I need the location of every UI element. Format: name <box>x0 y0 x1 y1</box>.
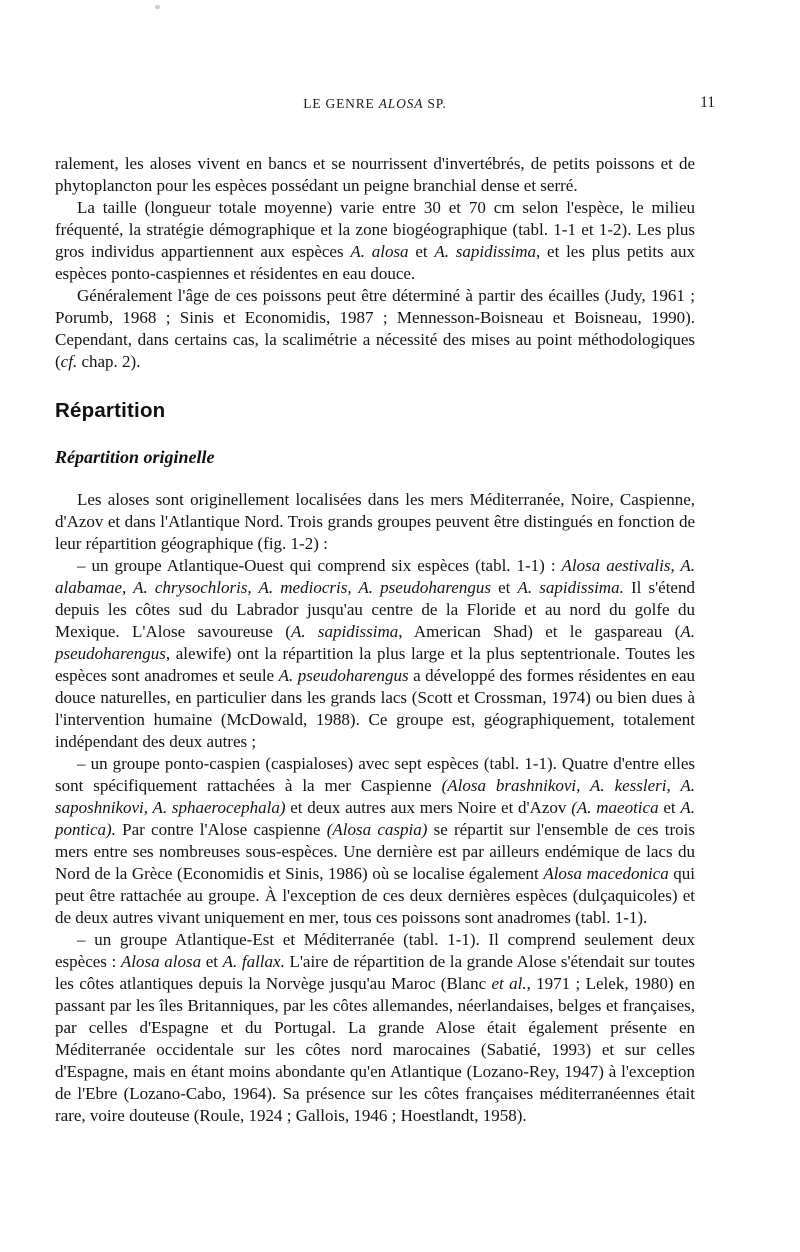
paragraph-age-ecailles <box>55 285 695 373</box>
text-run: Les aloses sont originellement localisées dans les mers Méditerranée, Noire, Caspienne, d'Azov et dans l'Atlantique Nord. Trois grands groupes peuvent être distingués en fonction de leur répartition géographique (fig. 1-2) : <box>55 490 695 554</box>
text-run: – un groupe ponto-caspien (caspialoses) avec sept espèces (tabl. 1-1). Quatre d'entre elles sont spécifiquement rattachées à la mer Caspienne <box>55 754 695 796</box>
text-run: Généralement l'âge de ces poissons peut être déterminé à partir des écailles (Judy, 1961 ; Porumb, 1968 ; Sinis et Economidis, 1987 ; Mennesson-Boisneau et Boisneau, 1990). Cependant, dans certains cas, la scalimétrie a nécessité des mises au point méthodologiques ( <box>55 286 695 371</box>
text-run-italic: A. sapidissima <box>434 242 537 261</box>
text-run: Il s'étend depuis les côtes sud du Labrador jusqu'au centre de la Floride et au nord du golfe du Mexique. L'Alose savoureuse ( <box>55 578 695 642</box>
text-run: , 1971 ; Lelek, 1980) en passant par les îles Britanniques, par les côtes allemandes, néerlandaises, belges et françaises, par celles d'Espagne et du Portugal. La grande Alose était également présente en Méditerranée occidentale sur les côtes nord marocaines (Sabatié, 1993) et sur celles d'Espagne, mais en étant moins abondante qu'en Atlantique (Lozano-Rey, 1947) à l'exception de l'Ebre (Lozano-Cabo, 1964). Sa présence sur les côtes françaises méditerranéennes était rare, voire douteuse (Roule, 1924 ; Gallois, 1946 ; Hoestlandt, 1958). <box>55 974 695 1126</box>
scan-artifact <box>155 5 160 9</box>
text-run-italic: A. fallax. <box>222 952 285 972</box>
paragraph-groupe-atlantique-ouest <box>55 555 695 753</box>
paragraph-groupe-atlantique-est <box>55 929 695 1127</box>
paragraph-continuation <box>55 153 695 197</box>
text-run: chap. 2). <box>77 352 141 371</box>
text-run: et deux autres aux mers Noire et d'Azov <box>285 798 572 818</box>
text-run: se répartit sur l'ensemble de ces trois mers entre ses nombreuses sous-espèces. Une dernière est par ailleurs endémique de lacs du Nord de la Grèce (Economidis et Sinis, 1986) où se localise également <box>55 820 696 884</box>
text-run: SP. <box>423 96 447 111</box>
text-run: a développé des formes résidentes en eau douce naturelles, en particulier dans les grands lacs (Scott et Crossman, 1974) ou bien dues à l'intervention humaine (McDowald, 1988). Ce groupe est, géographiquement, totalement indépendant des deux autres ; <box>55 666 695 752</box>
text-run-italic: A. pontica). <box>55 798 696 840</box>
text-run: et <box>658 798 681 818</box>
text-run: – un groupe Atlantique-Ouest qui comprend six espèces (tabl. 1-1) : <box>77 556 562 576</box>
subsection-heading: Répartition originelle <box>55 446 215 467</box>
text-run: La taille (longueur totale moyenne) varie entre 30 et 70 cm selon l'espèce, le milieu fréquenté, la stratégie démographique et la zone biogéographique (tabl. 1-1 et 1-2). Les plus gros individus appartiennent aux espèces <box>55 198 695 261</box>
text-run-italic: A. sapidissima <box>290 622 399 642</box>
text-run-italic: Alosa aestivalis, A. alabamae, A. chrysochloris, A. mediocris, A. pseudoharengus <box>55 556 696 598</box>
text-run-italic: (Alosa caspia) <box>326 820 428 840</box>
text-run-italic: A. alosa <box>350 242 409 261</box>
text-run-italic: Alosa macedonica <box>543 864 669 884</box>
text-run: Par contre l'Alose caspienne <box>115 820 327 840</box>
text-run: et <box>201 952 223 972</box>
section-heading: Répartition <box>55 399 166 422</box>
text-run-italic: A. pseudoharengus <box>55 622 695 664</box>
text-run: et <box>490 578 518 598</box>
text-run: L'aire de répartition de la grande Alose s'étendait sur toutes les côtes atlantiques depuis la Norvège jusqu'au Maroc (Blanc <box>55 952 695 994</box>
text-run: et <box>408 242 435 261</box>
text-column <box>55 153 695 1127</box>
text-run-italic: A. pseudoharengus <box>278 666 409 686</box>
text-run-italic: et al. <box>491 974 527 994</box>
text-run: , American Shad) et le gaspareau ( <box>398 622 681 642</box>
text-run-italic: ALOSA <box>378 96 424 111</box>
text-run-italic: cf. <box>60 352 78 371</box>
text-run-italic: (A. maeotica <box>571 798 659 818</box>
text-run-italic: A. sapidissima. <box>517 578 624 598</box>
text-run: , alewife) ont la répartition la plus large et la plus septentrionale. Toutes les espèces sont anadromes et seule <box>55 644 695 686</box>
paragraph-taille <box>55 197 695 285</box>
paragraph-repartition-originelle <box>55 489 695 555</box>
paragraph-groupe-ponto-caspien <box>55 753 695 929</box>
text-run: – un groupe Atlantique-Est et Méditerranée (tabl. 1-1). Il comprend seulement deux espèces : <box>55 930 695 972</box>
text-run: , et les plus petits aux espèces ponto-caspiennes et résidentes en eau douce. <box>55 242 695 283</box>
running-title <box>303 96 446 111</box>
page-number: 11 <box>700 94 715 111</box>
text-run-italic: Alosa alosa <box>120 952 202 972</box>
text-run-italic: (Alosa brashnikovi, A. kessleri, A. saposhnikovi, A. sphaerocephala) <box>55 776 695 818</box>
running-header <box>55 96 695 112</box>
text-run: ralement, les aloses vivent en bancs et se nourrissent d'invertébrés, de petits poissons et de phytoplancton pour les espèces possédant un peigne branchial dense et serré. <box>55 154 695 195</box>
text-run: qui peut être rattachée au groupe. À l'exception de ces deux dernières espèces (dulçaquicoles) et de deux autres vivant uniquement en mer, tous ces poissons sont anadromes (tabl. 1-1). <box>55 864 695 928</box>
text-run: LE GENRE <box>303 96 379 111</box>
